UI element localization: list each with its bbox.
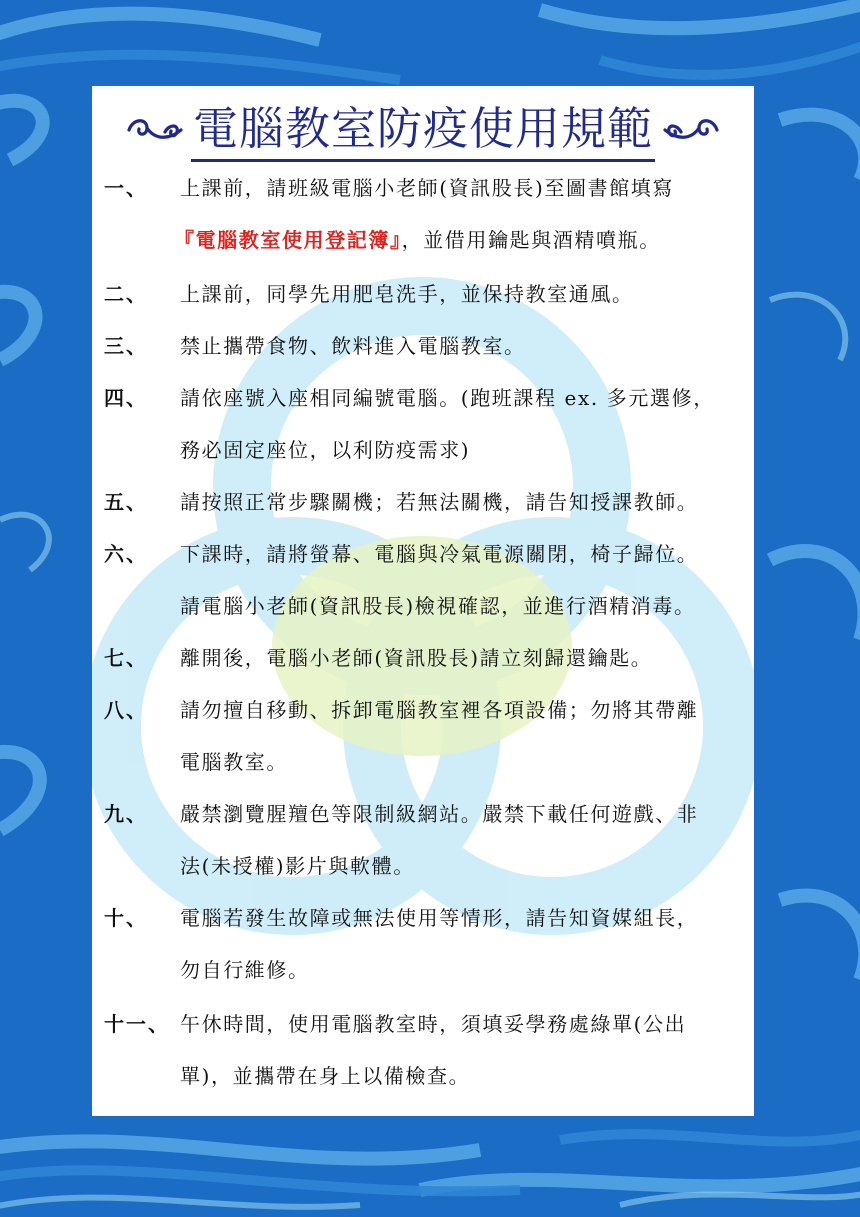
item-text: 上課前，請班級電腦小老師(資訊股長)至圖書館填寫	[180, 176, 675, 200]
item-text: 法(未授權)影片與軟體。	[180, 854, 415, 878]
item-number: 七、	[104, 646, 148, 670]
item-text: 請勿擅自移動、拆卸電腦教室裡各項設備；勿將其帶離	[180, 698, 699, 722]
item-text: 午休時間，使用電腦教室時，須填妥學務處綠單(公出	[180, 1012, 687, 1036]
item-text: 離開後，電腦小老師(資訊股長)請立刻歸還鑰匙。	[180, 646, 653, 670]
item-text: 請電腦小老師(資訊股長)檢視確認，並進行酒精消毒。	[180, 594, 696, 618]
swirl-ornament-icon	[125, 110, 185, 150]
item-text: 單)，並攜帶在身上以備檢查。	[180, 1064, 471, 1088]
item-text: 電腦若發生故障或無法使用等情形，請告知資媒組長，	[180, 906, 699, 930]
item-number: 九、	[104, 802, 148, 826]
item-number: 三、	[104, 334, 148, 358]
item-text: 上課前，同學先用肥皂洗手，並保持教室通風。	[180, 282, 634, 306]
item-text: 禁止攜帶食物、飲料進入電腦教室。	[180, 334, 526, 358]
item-number: 八、	[104, 698, 148, 722]
item-text: 嚴禁瀏覽腥羶色等限制級網站。嚴禁下載任何遊戲、非	[180, 802, 699, 826]
item-number: 十一、	[104, 1012, 170, 1036]
item-text: ，並借用鑰匙與酒精噴瓶。	[401, 228, 661, 252]
rules-panel	[92, 86, 754, 1116]
swirl-ornament-icon	[661, 110, 721, 150]
item-number: 一、	[104, 176, 148, 200]
item-text: 電腦教室。	[180, 750, 288, 774]
item-text: 請按照正常步驟關機；若無法關機，請告知授課教師。	[180, 490, 699, 514]
logbook-name: 『電腦教室使用登記簿』	[174, 228, 402, 252]
item-text: 請依座號入座相同編號電腦。(跑班課程 ex. 多元選修，	[180, 386, 715, 410]
item-text: 勿自行維修。	[180, 958, 310, 982]
item-number: 四、	[104, 386, 148, 410]
item-number: 十、	[104, 906, 148, 930]
item-text: 務必固定座位，以利防疫需求)	[180, 438, 471, 462]
item-number: 五、	[104, 490, 148, 514]
item-number: 二、	[104, 282, 148, 306]
item-number: 六、	[104, 542, 148, 566]
item-text: 下課時，請將螢幕、電腦與冷氣電源關閉，椅子歸位。	[180, 542, 699, 566]
page-title: 電腦教室防疫使用規範	[191, 99, 655, 162]
title-row	[92, 94, 754, 166]
